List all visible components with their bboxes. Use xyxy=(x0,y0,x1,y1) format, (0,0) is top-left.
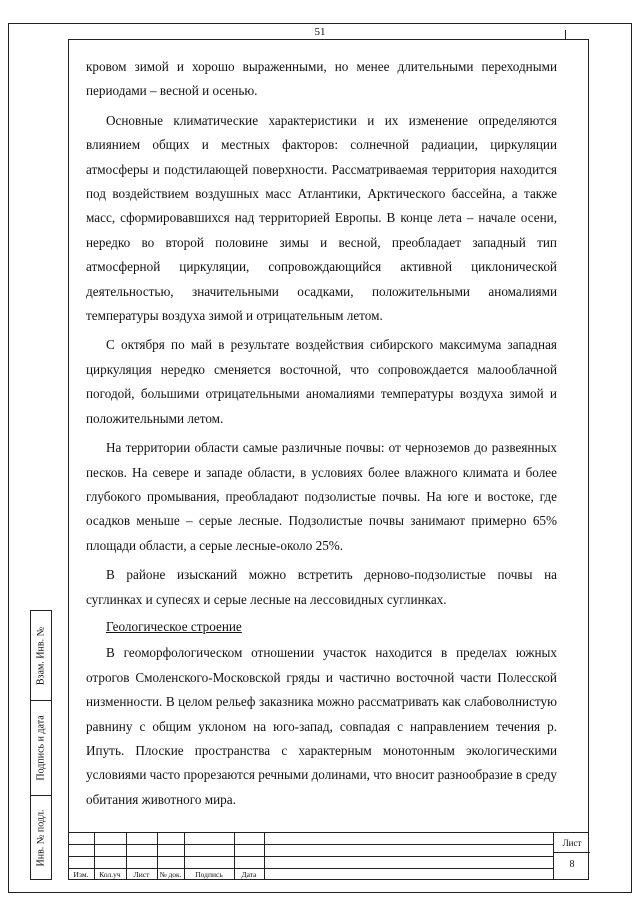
paragraph-5: В районе изысканий можно встретить дерново-подзолистые почвы на суглинках и супесях и серые лесные на лессовидных суглинках. xyxy=(86,567,557,607)
title-block-col-line xyxy=(264,832,265,880)
stamp-label-signature: Подпись и дата xyxy=(35,715,47,781)
title-block-row-line xyxy=(68,856,553,857)
stamp-cell-inventory xyxy=(31,796,51,879)
sheet-box-separator xyxy=(554,852,590,853)
header-count: Кол.уч xyxy=(99,870,121,879)
paragraph-1: кровом зимой и хорошо выраженными, но менее длительными переходными периодами – весной и осенью. xyxy=(86,59,557,99)
sheet-label: Лист xyxy=(562,838,582,848)
header-date: Дата xyxy=(241,870,257,879)
section-paragraph: В геоморфологическом отношении участок находится в пределах южных отрогов Смоленского-Московской гряды и частично восточной части Полесской низменности. В целом рельеф заказника можно рассматривать как слабоволнистую равнину с общим уклоном на юго-запад, совпадая с направлением течения р. Ипуть. Плоские пространства с характерным монотонным экологическими условиями часто прорезаются речными долинами, что вносит разнообразие в среду обитания животного мира. xyxy=(86,645,557,807)
title-block xyxy=(68,832,589,880)
title-block-row-line xyxy=(68,844,553,845)
paragraph-2: Основные климатические характеристики и их изменение определяются влиянием общих и местных факторов: солнечной радиации, циркуляции атмосферы и подстилающей поверхности. Рассматриваемая территория находится под воздействием воздушных масс Атлантики, Арктического бассейна, а также масс, сформировавшихся над территорией Европы. В конце лета – начале осени, нередко во второй половине зимы и весной, преобладает западный тип атмосферной циркуляции, сопровождающийся активной циклонической деятельностью, значительными осадками, положительными аномалиями температуры воздуха зимой и отрицательным летом. xyxy=(86,112,557,324)
title-block-top-line xyxy=(68,832,589,833)
header-sheet: Лист xyxy=(133,870,150,879)
body-text xyxy=(86,55,557,812)
paragraph-3: С октября по май в результате воздействия сибирского максимума западная циркуляция нередко сменяется восточной, что сопровождается малооблачной погодой, большими отрицательными аномалиями температуры воздуха зимой и положительными летом. xyxy=(86,337,557,426)
stamp-label-inventory: Инв. № подл. xyxy=(35,809,47,866)
header-change: Изм. xyxy=(73,870,89,879)
sheet-number-box xyxy=(553,832,589,880)
stamp-label-replacement: Взам. Инв. № xyxy=(35,626,47,685)
header-signature: Подпись xyxy=(195,870,223,879)
sheet-number: 8 xyxy=(569,859,575,870)
paragraph-4: На территории области самые различные почвы: от черноземов до развеянных песков. На севере и западе области, в условиях более влажного климата и более глубокого промывания, преобладают подзолистые почвы. На юге и востоке, где осадков меньше – серые лесные. Подзолистые почвы занимают примерно 65% площади области, а серые лесные-около 25%. xyxy=(86,440,557,553)
stamp-cell-signature xyxy=(31,701,51,796)
header-doc-number: № док. xyxy=(159,870,182,879)
section-heading: Геологическое строение xyxy=(106,618,242,634)
margin-stamp xyxy=(30,610,52,880)
page-number: 51 xyxy=(314,26,326,38)
top-border-tick xyxy=(565,30,566,39)
stamp-cell-replacement xyxy=(31,611,51,701)
